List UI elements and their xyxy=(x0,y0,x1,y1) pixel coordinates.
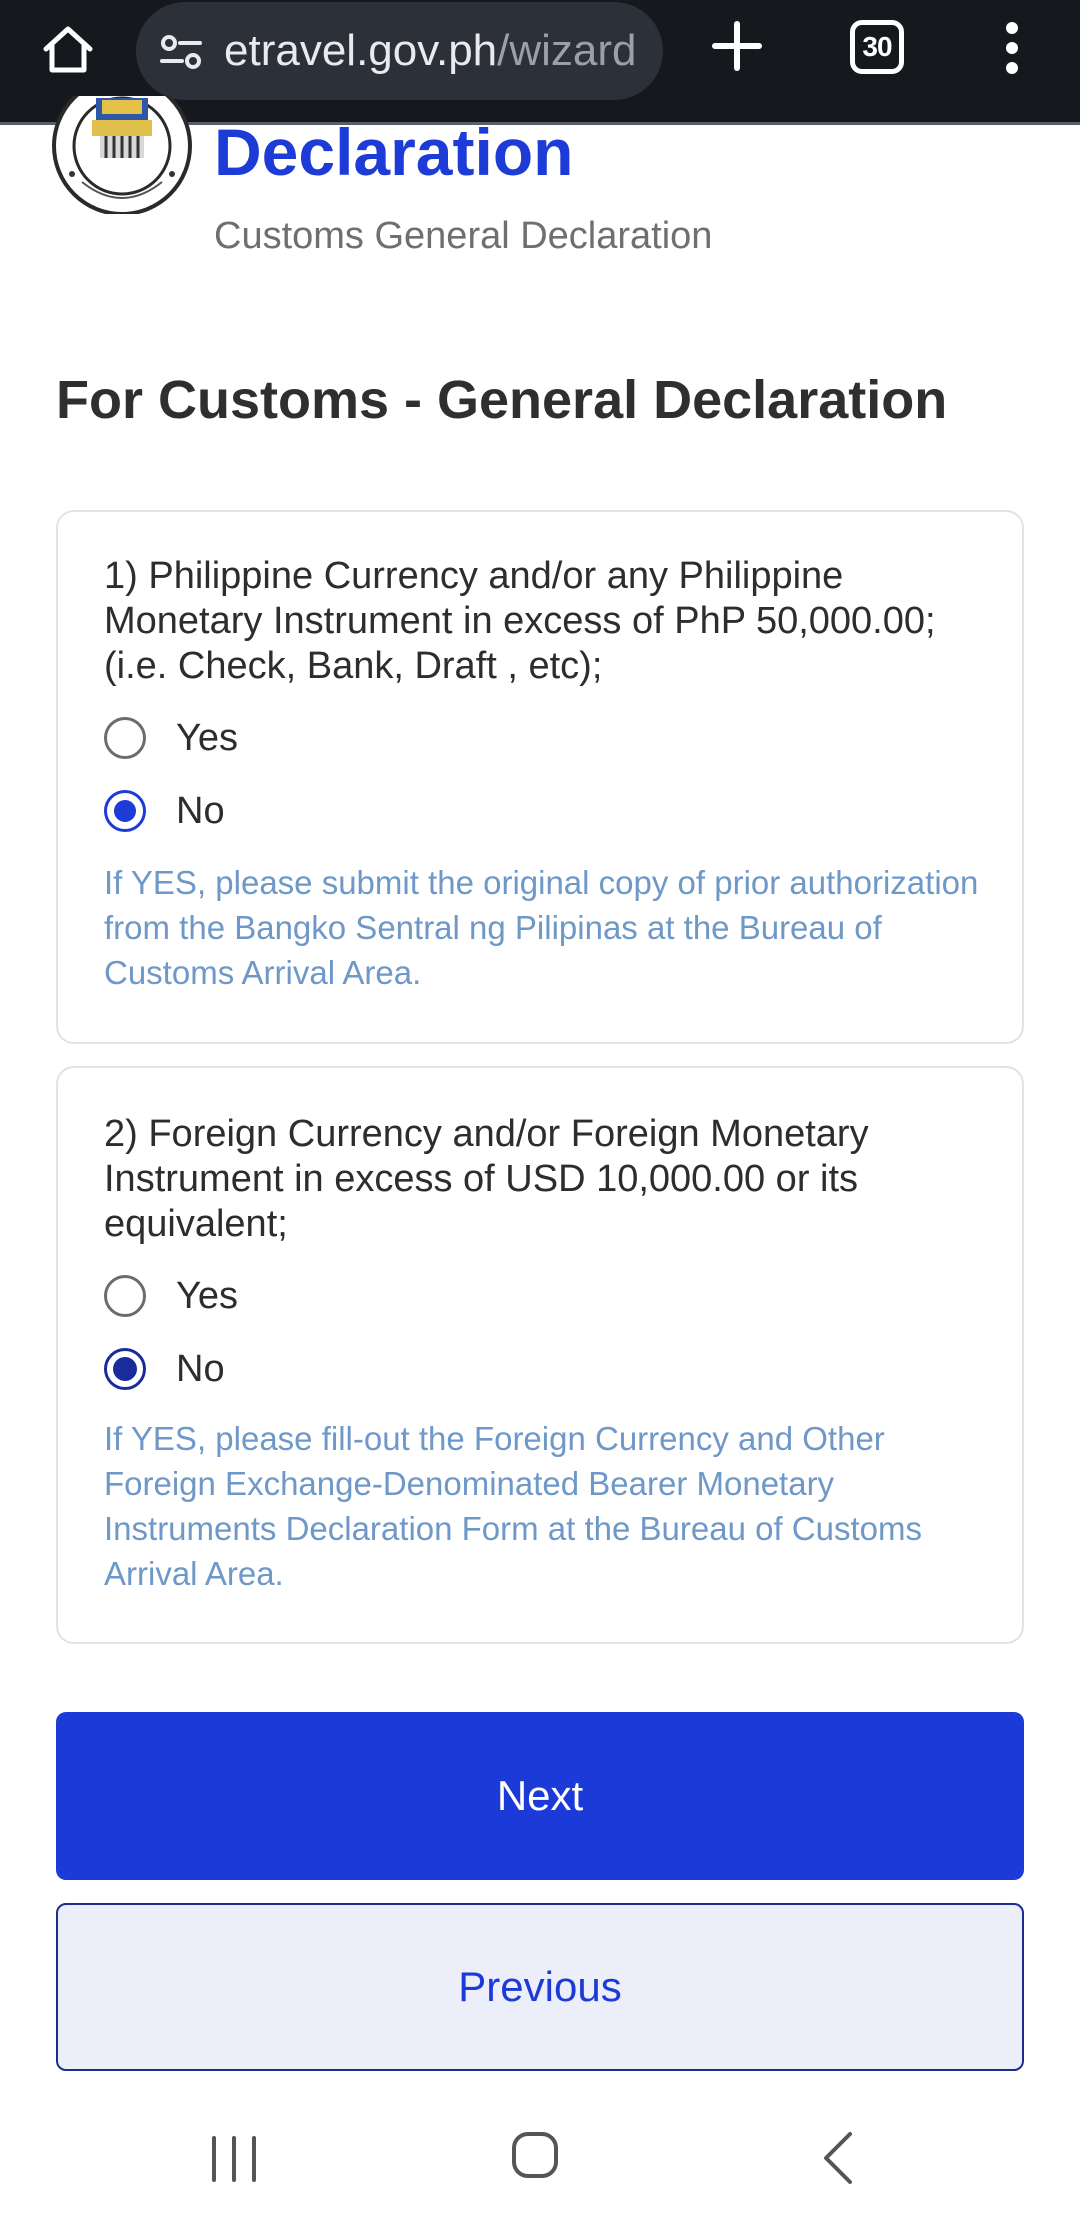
question-1-option-yes[interactable] xyxy=(104,712,238,764)
question-1-text: 1) Philippine Currency and/or any Philippine Monetary Instrument in excess of PhP 50,000.00; (i.e. Check, Bank, Draft , etc); xyxy=(104,555,936,687)
option-label: No xyxy=(176,1347,225,1390)
tab-count: 30 xyxy=(862,31,892,62)
new-tab-plus-icon[interactable] xyxy=(705,14,769,78)
site-info-icon[interactable] xyxy=(158,29,204,75)
option-label: No xyxy=(176,789,225,832)
bureau-of-customs-seal-logo xyxy=(52,96,192,214)
question-2-hint: If YES, please fill-out the Foreign Currency and Other Foreign Exchange-Denominated Bearer Monetary Instruments Declaration Form at the Bureau of Customs Arrival Area. xyxy=(104,1420,923,1592)
url-text[interactable] xyxy=(224,25,637,77)
question-2-option-no[interactable] xyxy=(104,1343,225,1395)
url-path: /wizard xyxy=(497,26,637,75)
option-label: Yes xyxy=(176,716,238,759)
system-navigation-bar xyxy=(0,2096,1080,2221)
question-card-2 xyxy=(56,1066,1024,1644)
question-2-text: 2) Foreign Currency and/or Foreign Monetary Instrument in excess of USD 10,000.00 or its equivalent; xyxy=(104,1113,869,1245)
radio-button-unchecked[interactable] xyxy=(104,717,146,759)
question-card-1 xyxy=(56,510,1024,1044)
previous-button[interactable]: Previous xyxy=(56,1903,1024,2071)
option-label: Yes xyxy=(176,1274,238,1317)
question-1-option-no[interactable] xyxy=(104,785,225,837)
radio-button-checked[interactable] xyxy=(104,1348,146,1390)
page-title: Declaration xyxy=(214,115,574,189)
address-bar[interactable] xyxy=(136,2,663,100)
page-subtitle: Customs General Declaration xyxy=(214,215,713,257)
url-domain: etravel.gov.ph xyxy=(224,26,498,75)
question-1-hint: If YES, please submit the original copy of prior authorization from the Bangko Sentral ng Pilipinas at the Bureau of Customs Arrival Area. xyxy=(104,864,979,991)
next-button[interactable]: Next xyxy=(56,1712,1024,1880)
radio-button-unchecked[interactable] xyxy=(104,1275,146,1317)
recents-icon[interactable] xyxy=(204,2132,264,2186)
home-nav-icon[interactable] xyxy=(510,2130,560,2180)
back-icon[interactable] xyxy=(818,2128,858,2188)
section-title: For Customs - General Declaration xyxy=(56,370,948,430)
radio-button-checked[interactable] xyxy=(104,790,146,832)
more-vert-icon[interactable] xyxy=(990,16,1034,80)
tab-switcher-icon[interactable] xyxy=(850,20,904,74)
home-icon[interactable] xyxy=(36,18,100,82)
question-2-option-yes[interactable] xyxy=(104,1270,238,1322)
